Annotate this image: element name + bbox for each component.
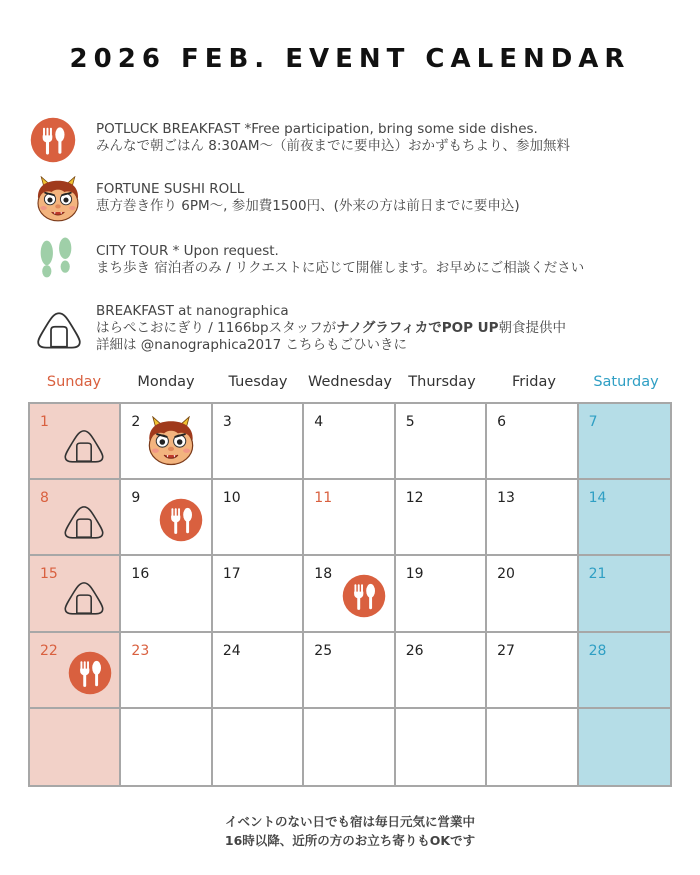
legend-note: 詳細は @nanographica2017 こちらもごひいきに <box>96 337 408 353</box>
day-number: 21 <box>588 566 607 583</box>
calendar-day-cell <box>304 633 395 709</box>
day-number: 1 <box>40 414 49 430</box>
footprints-icon <box>32 236 80 282</box>
weekday-monday: Monday <box>137 374 195 390</box>
weekday-tuesday: Tuesday <box>228 374 288 390</box>
day-number: 9 <box>131 490 141 507</box>
legend-description-part: 朝食提供中 <box>498 320 567 336</box>
legend-item-potluck <box>30 115 680 165</box>
fork-knife-icon <box>159 498 203 542</box>
weekday-sunday: Sunday <box>46 374 102 390</box>
footer-line: 16時以降、近所の方のお立ち寄りもOKです <box>224 833 476 848</box>
calendar-day-cell <box>30 404 121 480</box>
day-number: 5 <box>405 414 415 430</box>
day-number: 8 <box>40 490 49 507</box>
calendar-day-cell <box>304 709 395 785</box>
footer-note <box>0 812 700 850</box>
calendar-day-cell <box>213 709 304 785</box>
legend-description: まち歩き 宿泊者のみ / リクエストに応じて開催します。お早めにご相談ください <box>96 260 585 276</box>
legend-title: POTLUCK BREAKFAST *Free participation, bring some side dishes. <box>96 121 538 137</box>
legend-title: FORTUNE SUSHI ROLL <box>96 181 245 197</box>
calendar-day-cell <box>304 480 395 556</box>
day-number: 11 <box>314 490 333 507</box>
legend-description-highlight: ナノグラフィカでPOP UP <box>336 320 499 336</box>
calendar-day-cell <box>579 633 670 709</box>
calendar-day-cell <box>487 404 578 480</box>
calendar-day-cell <box>121 709 212 785</box>
calendar-day-cell <box>487 556 578 632</box>
calendar-day-cell <box>121 556 212 632</box>
legend-description <box>96 320 696 337</box>
legend-description: 恵方巻き作り 6PM〜, 参加費1500円、(外来の方は前日までに要申込) <box>96 198 520 214</box>
calendar-day-cell <box>213 404 304 480</box>
calendar-day-cell <box>396 709 487 785</box>
calendar-day-cell <box>30 709 121 785</box>
legend-item-nanographica <box>30 300 680 360</box>
calendar-day-cell <box>213 556 304 632</box>
day-number: 19 <box>405 566 424 583</box>
day-number: 13 <box>497 490 515 507</box>
calendar-day-cell <box>213 480 304 556</box>
onigiri-icon <box>62 504 106 540</box>
calendar-day-cell <box>487 633 578 709</box>
calendar-day-cell <box>396 556 487 632</box>
day-number: 16 <box>131 566 150 583</box>
day-number: 20 <box>497 566 515 583</box>
onigiri-icon <box>62 428 106 464</box>
page-title: 2026 FEB. EVENT CALENDAR <box>69 44 631 74</box>
day-number: 6 <box>497 414 507 430</box>
day-number: 12 <box>405 490 424 507</box>
footer-line: イベントのない日でも宿は毎日元気に営業中 <box>224 814 475 829</box>
fork-knife-icon <box>30 117 76 163</box>
day-number: 7 <box>588 414 598 430</box>
weekday-thursday: Thursday <box>408 374 476 390</box>
calendar-day-cell <box>30 633 121 709</box>
calendar-day-cell <box>121 633 212 709</box>
calendar-day-cell <box>579 404 670 480</box>
day-number: 17 <box>222 566 241 583</box>
day-number: 27 <box>497 642 515 659</box>
calendar-day-cell <box>396 633 487 709</box>
day-number: 18 <box>314 566 333 583</box>
day-number: 23 <box>131 642 150 659</box>
calendar-day-cell <box>396 404 487 480</box>
fork-knife-icon <box>342 574 386 618</box>
calendar-day-cell <box>579 480 670 556</box>
day-number: 24 <box>222 642 241 659</box>
legend-item-sushi-roll <box>30 176 680 226</box>
calendar-day-cell <box>579 709 670 785</box>
day-number: 25 <box>314 642 333 659</box>
calendar-grid <box>28 402 672 787</box>
legend-item-city-tour <box>30 236 680 286</box>
day-number: 15 <box>40 566 58 583</box>
calendar-day-cell <box>213 633 304 709</box>
calendar-day-cell <box>487 480 578 556</box>
oni-face-icon <box>32 176 84 224</box>
calendar-day-cell <box>121 480 212 556</box>
day-number: 10 <box>222 490 241 507</box>
calendar-day-cell <box>304 404 395 480</box>
legend-description-part: はらぺこおにぎり / 1166bpスタッフが <box>96 320 337 336</box>
weekday-header <box>28 374 672 394</box>
legend-title: CITY TOUR * Upon request. <box>96 243 279 259</box>
calendar-day-cell <box>579 556 670 632</box>
weekday-friday: Friday <box>512 374 556 390</box>
day-number: 3 <box>222 414 232 430</box>
calendar-day-cell <box>487 709 578 785</box>
legend-description: みんなで朝ごはん 8:30AM〜（前夜までに要申込）おかずもちより、参加無料 <box>96 138 570 154</box>
day-number: 28 <box>588 642 607 659</box>
weekday-saturday: Saturday <box>593 374 659 390</box>
day-number: 4 <box>314 414 324 430</box>
onigiri-icon <box>34 310 84 350</box>
day-number: 2 <box>131 414 141 430</box>
oni-face-icon <box>143 416 199 468</box>
day-number: 14 <box>588 490 607 507</box>
legend-title: BREAKFAST at nanographica <box>96 303 289 319</box>
calendar-day-cell <box>121 404 212 480</box>
calendar-day-cell <box>30 556 121 632</box>
calendar-day-cell <box>396 480 487 556</box>
onigiri-icon <box>62 580 106 616</box>
fork-knife-icon <box>68 651 112 695</box>
calendar-day-cell <box>30 480 121 556</box>
day-number: 26 <box>405 642 424 659</box>
day-number: 22 <box>40 642 58 659</box>
weekday-wednesday: Wednesday <box>308 374 392 390</box>
calendar-day-cell <box>304 556 395 632</box>
